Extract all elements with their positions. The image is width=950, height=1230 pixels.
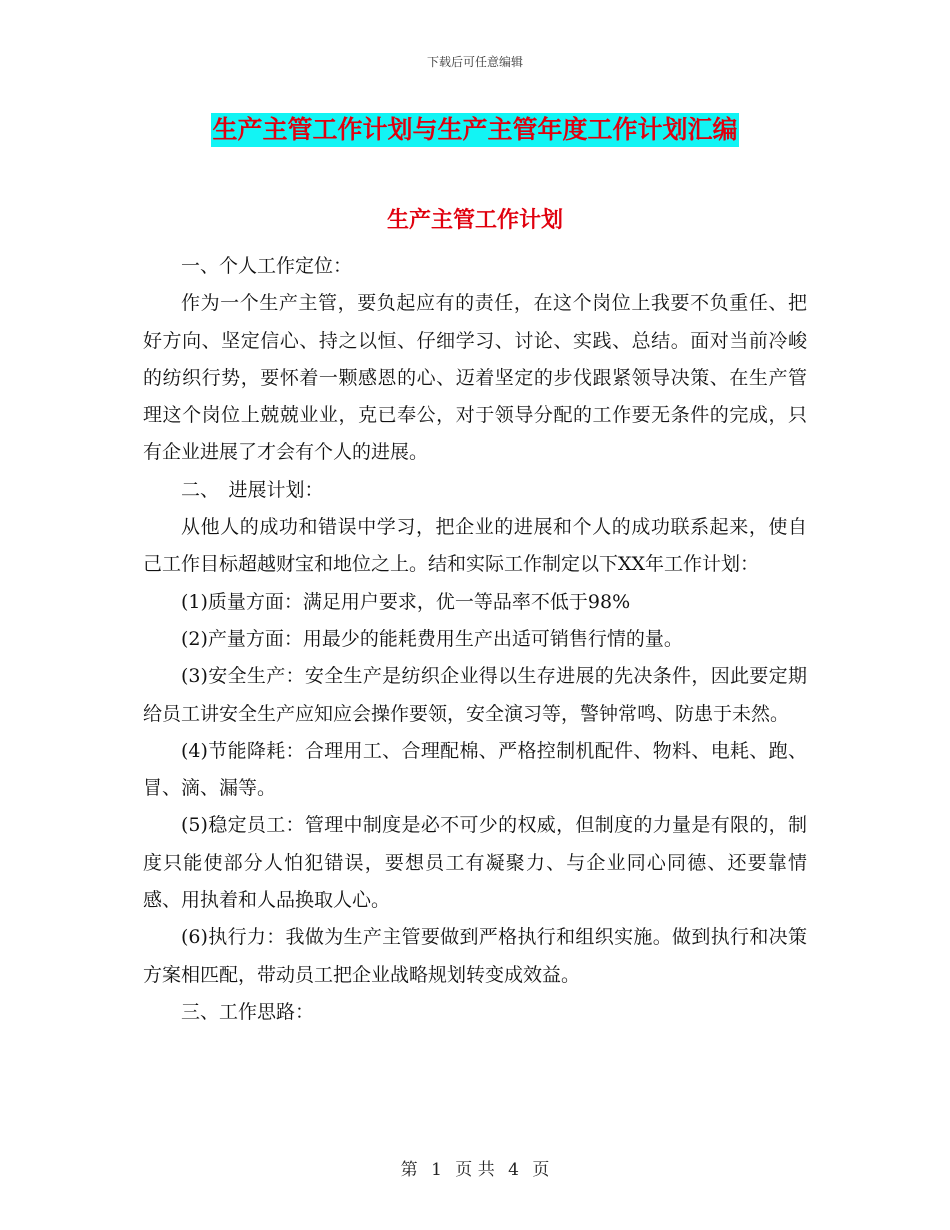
section-title: 生产主管工作计划: [386, 208, 563, 233]
highlighted-title-text: 生产主管工作计划与生产主管年度工作计划汇编: [211, 113, 738, 147]
paragraph: 作为一个生产主管，要负起应有的责任，在这个岗位上我要不负重任、把好方向、坚定信心、持之以恒、仔细学习、讨论、实践、总结。面对当前冷峻的纺织行势，要怀着一颗感恩的心、迈着坚定的步伐跟紧领导决策、在生产管理这个岗位上兢兢业业，克已奉公，对于领导分配的工作要无条件的完成，只有企业进展了才会有个人的进展。: [143, 292, 807, 464]
footer-prefix: 第: [400, 1160, 418, 1180]
paragraph: (2)产量方面：用最少的能耗费用生产出适可销售行情的量。: [181, 627, 683, 650]
paragraph: 三、工作思路：: [181, 1000, 315, 1023]
paragraph: 二、 进展计划：: [181, 478, 324, 501]
page-number: 1: [431, 1160, 442, 1180]
document-title: [0, 113, 950, 147]
total-pages: 4: [508, 1160, 519, 1180]
paragraph: (1)质量方面：满足用户要求，优一等品率不低于98%: [181, 590, 631, 613]
paragraph: 从他人的成功和错误中学习，把企业的进展和个人的成功联系起来，使自己工作目标超越财宝和地位之上。结和实际工作制定以下XX年工作计划：: [143, 516, 807, 576]
paragraph: (5)稳定员工：管理中制度是必不可少的权威，但制度的力量是有限的，制度只能使部分人怕犯错误，要想员工有凝聚力、与企业同心同德、还要靠情感、用执着和人品换取人心。: [143, 814, 807, 912]
paragraph: (3)安全生产：安全生产是纺织企业得以生存进展的先决条件，因此要定期给员工讲安全生产应知应会操作要领，安全演习等，警钟常鸣、防患于未然。: [143, 665, 807, 725]
page-header: 下载后可任意编辑: [426, 55, 523, 69]
page-footer: [0, 1155, 950, 1180]
paragraph: (6)执行力：我做为生产主管要做到严格执行和组织实施。做到执行和决策方案相匹配，带动员工把企业战略规划转变成效益。: [143, 926, 807, 986]
footer-mid: 页 共: [455, 1160, 495, 1180]
document-body: [143, 248, 807, 1031]
footer-suffix: 页: [532, 1160, 550, 1180]
paragraph: (4)节能降耗：合理用工、合理配棉、严格控制机配件、物料、电耗、跑、冒、滴、漏等。: [143, 739, 807, 800]
paragraph: 一、个人工作定位：: [181, 255, 353, 277]
